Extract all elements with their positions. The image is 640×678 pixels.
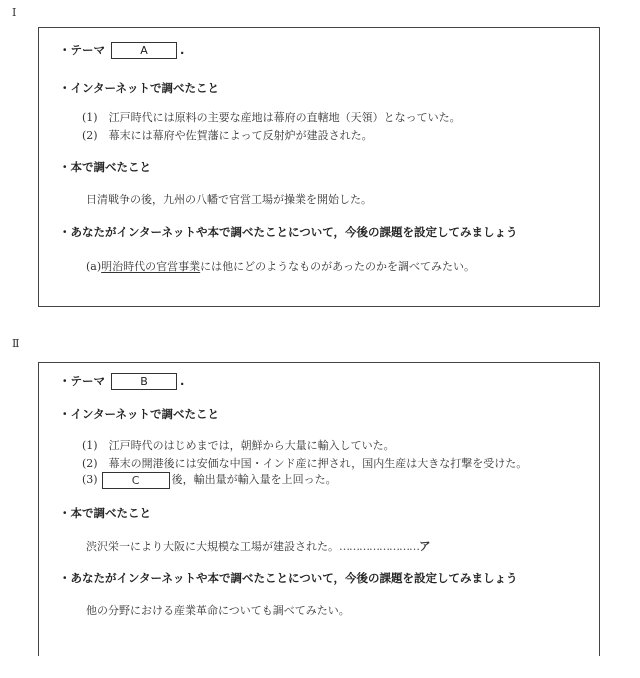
section-label-2: Ⅱ bbox=[12, 337, 20, 350]
theme-suffix: . bbox=[180, 374, 185, 388]
book-text: 渋沢栄一により大阪に大規模な工場が建設された。 bbox=[86, 540, 339, 553]
book-heading-1: ・本で調べたこと bbox=[59, 160, 151, 174]
theme-prefix: ・テーマ bbox=[59, 374, 105, 388]
item3-rest: 後，輸出量が輸入量を上回った。 bbox=[171, 473, 337, 486]
internet-item: (1) 江戸時代のはじめまでは，朝鮮から大量に輸入していた。 bbox=[82, 439, 395, 452]
task-heading-1: ・あなたがインターネットや本で調べたことについて，今後の課題を設定してみましょう bbox=[59, 225, 518, 239]
task-rest: には他にどのようなものがあったのかを調べてみたい。 bbox=[200, 260, 476, 273]
book-text-2 bbox=[86, 538, 431, 554]
internet-item: (2) 幕末の開港後には安価な中国・インド産に押され，国内生産は大きな打撃を受けた。 bbox=[82, 457, 528, 470]
task-underlined: 明治時代の官営事業 bbox=[101, 260, 201, 273]
leader-dots: …………………… bbox=[339, 540, 419, 553]
marker-a: ア bbox=[419, 539, 431, 553]
blank-box-c: C bbox=[102, 472, 170, 489]
theme-row-1 bbox=[59, 42, 184, 59]
theme-suffix: . bbox=[180, 43, 185, 57]
task-text-1 bbox=[86, 258, 475, 274]
internet-heading-2: ・インターネットで調べたこと bbox=[59, 407, 219, 421]
book-heading-2: ・本で調べたこと bbox=[59, 506, 151, 520]
book-text-1: 日清戦争の後，九州の八幡で官営工場が操業を開始した。 bbox=[86, 193, 372, 206]
blank-box-a: A bbox=[111, 42, 177, 59]
task-heading-2: ・あなたがインターネットや本で調べたことについて，今後の課題を設定してみましょう bbox=[59, 571, 518, 585]
internet-item-3 bbox=[82, 471, 337, 489]
internet-heading-1: ・インターネットで調べたこと bbox=[59, 81, 219, 95]
theme-row-2 bbox=[59, 373, 184, 390]
task-text-2: 他の分野における産業革命についても調べてみたい。 bbox=[86, 604, 350, 617]
research-panel-1 bbox=[38, 27, 600, 307]
section-label-1: Ⅰ bbox=[12, 6, 17, 19]
internet-item: (1) 江戸時代には原料の主要な産地は幕府の直轄地（天領）となっていた。 bbox=[82, 111, 461, 124]
internet-item: (2) 幕末には幕府や佐賀藩によって反射炉が建設された。 bbox=[82, 129, 373, 142]
item3-prefix: (3) bbox=[82, 473, 98, 486]
task-prefix: (a) bbox=[86, 260, 102, 273]
research-panel-2 bbox=[38, 362, 600, 656]
blank-box-b: B bbox=[111, 373, 177, 390]
theme-prefix: ・テーマ bbox=[59, 43, 105, 57]
